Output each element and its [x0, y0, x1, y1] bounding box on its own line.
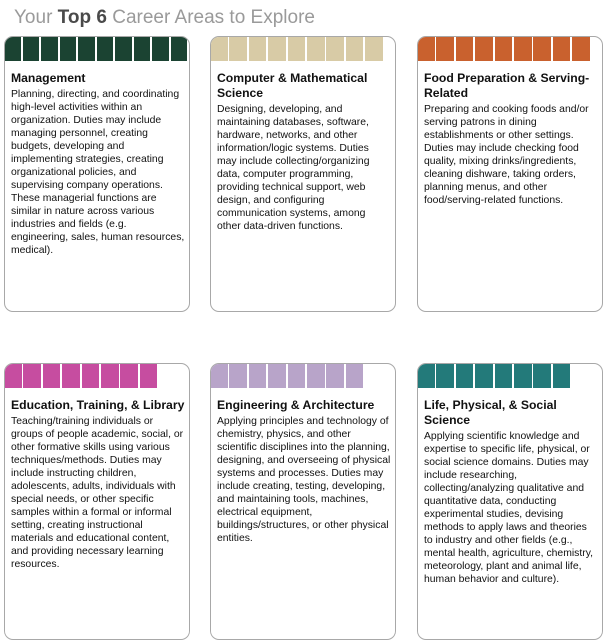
score-segment: [268, 36, 286, 61]
card-title: Computer & Mathematical Science: [217, 71, 368, 100]
score-segment: [456, 363, 474, 388]
score-segment: [249, 363, 267, 388]
score-segment: [210, 363, 228, 388]
score-segment: [115, 36, 132, 61]
score-segment: [456, 36, 474, 61]
career-card-computer-math: [210, 36, 396, 312]
card-title: Life, Physical, & Social Science: [424, 398, 557, 427]
card-title: Education, Training, & Library: [11, 398, 185, 412]
card-title: Management: [11, 71, 86, 85]
score-segment: [134, 36, 151, 61]
score-bar: [417, 36, 602, 61]
score-segment: [60, 36, 77, 61]
score-segment: [365, 36, 383, 61]
score-segment: [436, 363, 454, 388]
score-segment: [514, 36, 532, 61]
score-segment: [288, 36, 306, 61]
score-segment: [152, 36, 169, 61]
career-card-engineering: [210, 363, 396, 640]
score-segment: [495, 363, 513, 388]
score-segment: [553, 36, 571, 61]
score-bar: [4, 36, 189, 61]
card-description: Designing, developing, and maintaining databases, software, hardware, networks, and other information/logic systems. Duties may include collecting/organizing data, computer programming, providing technical support, web design, and configuring communication systems, among other data-driven functions.: [217, 104, 370, 232]
score-segment: [43, 363, 61, 388]
score-segment: [171, 36, 188, 61]
score-segment: [78, 36, 95, 61]
score-segment: [533, 36, 551, 61]
card-title: Engineering & Architecture: [217, 398, 375, 412]
score-segment: [326, 36, 344, 61]
score-segment: [417, 363, 435, 388]
heading-prefix: Your: [14, 7, 58, 28]
score-segment: [120, 363, 138, 388]
score-bar: [210, 36, 395, 61]
heading-suffix: Career Areas to Explore: [106, 7, 315, 28]
score-segment: [229, 363, 247, 388]
score-segment: [346, 363, 364, 388]
score-segment: [533, 363, 551, 388]
career-card-management: [4, 36, 190, 312]
card-title: Food Preparation & Serving-Related: [424, 71, 590, 100]
score-bar: [210, 363, 395, 388]
score-segment: [307, 36, 325, 61]
score-segment: [4, 36, 21, 61]
score-segment: [41, 36, 58, 61]
score-segment: [97, 36, 114, 61]
score-segment: [475, 36, 493, 61]
score-segment: [23, 36, 40, 61]
score-segment: [101, 363, 119, 388]
score-segment: [553, 363, 571, 388]
score-segment: [23, 363, 41, 388]
heading-highlight: Top 6: [57, 7, 107, 28]
score-segment: [307, 363, 325, 388]
score-segment: [572, 36, 590, 61]
score-segment: [436, 36, 454, 61]
score-bar: [417, 363, 602, 388]
card-description: Applying principles and technology of chemistry, physics, and other scientific disciplines into the planning, designing, and overseeing of physical systems and processes. Duties may include creating, testing, developing, and maintaining tools, machines, electrical equipment, buildings/structures, or other physical entities.: [217, 416, 391, 544]
card-description: Preparing and cooking foods and/or serving patrons in dining establishments or other settings. Duties may include checking food quality, mixing drinks/ingredients, cleaning dishware, taking orders, planning menus, and other food/serving-related functions.: [424, 104, 589, 206]
score-segment: [229, 36, 247, 61]
score-segment: [4, 363, 22, 388]
score-segment: [288, 363, 306, 388]
card-description: Teaching/training individuals or groups of people academic, social, or other formative skills using various techniques/methods. Duties may include instructing children, adolescents, adults, individuals with special needs, or other specific samples within a formal or informal setting, creating instructional materials and educational content, and providing necessary learning resources.: [11, 416, 184, 570]
score-segment: [475, 363, 493, 388]
score-segment: [326, 363, 344, 388]
career-card-food-prep: [417, 36, 603, 312]
score-segment: [62, 363, 80, 388]
score-segment: [346, 36, 364, 61]
score-segment: [417, 36, 435, 61]
score-segment: [249, 36, 267, 61]
career-card-education: [4, 363, 190, 640]
score-segment: [268, 363, 286, 388]
score-segment: [210, 36, 228, 61]
page-heading: [14, 7, 315, 29]
score-segment: [514, 363, 532, 388]
score-segment: [140, 363, 158, 388]
card-description: Applying scientific knowledge and expertise to specific life, physical, or social science domains. Duties may include researching, collecting/analyzing qualitative and quantitative data, conducting experimental studies, devising methods to apply laws and theories to industry and other fields (e.g., mental health, agriculture, chemistry, meteorology, plant and animal life, human behavior and culture).: [424, 431, 594, 585]
score-bar: [4, 363, 189, 388]
card-description: Planning, directing, and coordinating high-level activities within an organization. Duties may include managing personnel, creating budgets, developing and implementing strategies, creating organizational policies, and supervising company operations. These managerial functions are similar in nature across various industries and fields (e.g. engineering, sales, human resources, medical).: [11, 89, 185, 256]
score-segment: [82, 363, 100, 388]
score-segment: [495, 36, 513, 61]
career-card-life-science: [417, 363, 603, 640]
